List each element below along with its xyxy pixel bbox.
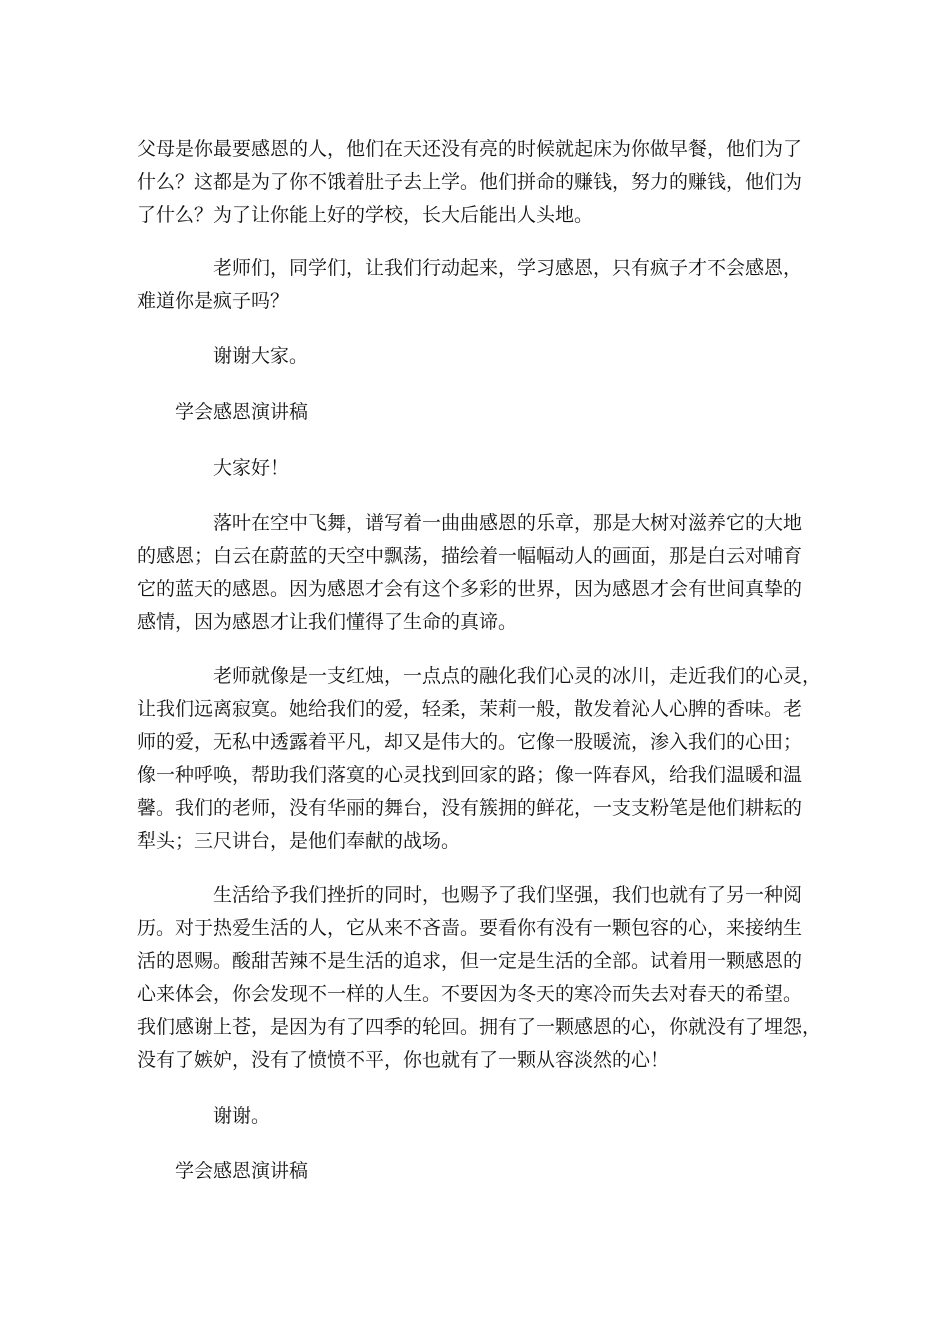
paragraph-life-line-4: 心来体会，你会发现不一样的人生。不要因为冬天的寒冷而失去对春天的希望。 [137,983,803,1005]
paragraph-life-line-5: 我们感谢上苍，是因为有了四季的轮回。拥有了一颗感恩的心，你就没有了埋怨， [137,1016,822,1038]
paragraph-thanks: 谢谢。 [213,1105,271,1127]
paragraph-greeting: 大家好！ [213,457,290,479]
paragraph-life-line-2: 历。对于热爱生活的人，它从来不吝啬。要看你有没有一颗包容的心，来接纳生 [137,917,803,939]
paragraph-teacher-line-2: 让我们远离寂寞。她给我们的爱，轻柔，茉莉一般，散发着沁人心脾的香味。老 [137,698,803,720]
paragraph-leaves-line-3: 它的蓝天的感恩。因为感恩才会有这个多彩的世界，因为感恩才会有世间真挚的 [137,578,803,600]
paragraph-life-line-3: 活的恩赐。酸甜苦辣不是生活的追求，但一定是生活的全部。试着用一颗感恩的 [137,950,803,972]
paragraph-call-to-action-line-2: 难道你是疯子吗？ [137,290,290,312]
paragraph-leaves-line-1: 落叶在空中飞舞，谱写着一曲曲感恩的乐章，那是大树对滋养它的大地 [213,512,803,534]
paragraph-parents-line-2: 什么？这都是为了你不饿着肚子去上学。他们拼命的赚钱，努力的赚钱，他们为 [137,171,803,193]
paragraph-thanks-everyone: 谢谢大家。 [213,345,309,367]
paragraph-teacher-line-5: 馨。我们的老师，没有华丽的舞台，没有簇拥的鲜花，一支支粉笔是他们耕耘的 [137,797,803,819]
paragraph-teacher-line-1: 老师就像是一支红烛，一点点的融化我们心灵的冰川，走近我们的心灵， [213,665,822,687]
paragraph-teacher-line-4: 像一种呼唤，帮助我们落寞的心灵找到回家的路；像一阵春风，给我们温暖和温 [137,764,803,786]
paragraph-leaves-line-4: 感情，因为感恩才让我们懂得了生命的真谛。 [137,611,518,633]
paragraph-call-to-action-line-1: 老师们，同学们，让我们行动起来，学习感恩，只有疯子才不会感恩， [213,257,803,279]
paragraph-teacher-line-6: 犁头；三尺讲台，是他们奉献的战场。 [137,830,461,852]
paragraph-teacher-line-3: 师的爱，无私中透露着平凡，却又是伟大的。它像一股暖流，渗入我们的心田； [137,731,803,753]
paragraph-life-line-1: 生活给予我们挫折的同时，也赐予了我们坚强，我们也就有了另一种阅 [213,884,803,906]
section-heading-2: 学会感恩演讲稿 [175,1160,309,1182]
section-heading-1: 学会感恩演讲稿 [175,401,309,423]
paragraph-parents-line-1: 父母是你最要感恩的人，他们在天还没有亮的时候就起床为你做早餐，他们为了 [137,138,803,160]
paragraph-life-line-6: 没有了嫉妒，没有了愤愤不平，你也就有了一颗从容淡然的心！ [137,1049,670,1071]
paragraph-parents-line-3: 了什么？为了让你能上好的学校，长大后能出人头地。 [137,204,594,226]
paragraph-leaves-line-2: 的感恩；白云在蔚蓝的天空中飘荡，描绘着一幅幅动人的画面，那是白云对哺育 [137,545,803,567]
